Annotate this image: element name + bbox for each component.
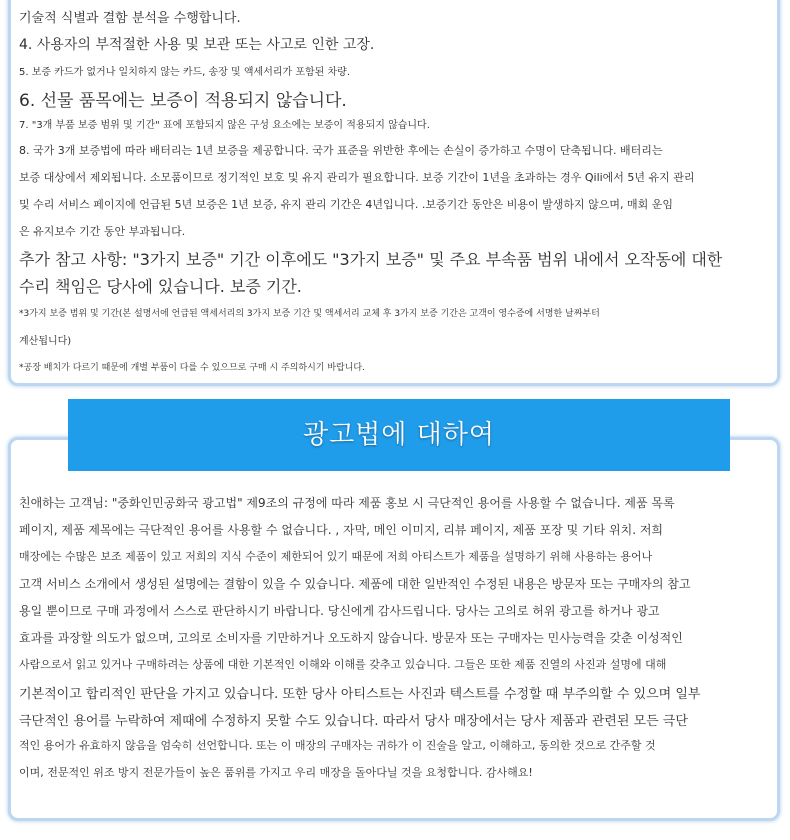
ad-law-line: 고객 서비스 소개에서 생성된 설명에는 결함이 있을 수 있습니다. 제품에 대한 일반적인 수정된 내용은 방문자 또는 구매자의 참고 [19, 577, 691, 591]
warranty-line: 4. 사용자의 부적절한 사용 및 보관 또는 사고로 인한 고장. [19, 37, 375, 53]
warranty-line: 기술적 식별과 결함 분석을 수행합니다. [19, 11, 241, 26]
warranty-line: 5. 보증 카드가 없거나 일치하지 않는 카드, 송장 및 액세서리가 포함된 차량. [19, 67, 351, 78]
ad-law-line: 기본적이고 합리적인 판단을 가지고 있습니다. 또한 당사 아티스트는 사진과 텍스트를 수정할 때 부주의할 수 있으며 일부 [19, 687, 701, 702]
warranty-footnote: *공장 배치가 다르기 때문에 개별 부품이 다를 수 있으므로 구매 시 주의하시기 바랍니다. [19, 363, 365, 373]
ad-law-line: 효과를 과장할 의도가 없으며, 고의로 소비자를 기만하거나 오도하지 않습니다. 방문자 또는 구매자는 민사능력을 갖춘 이성적인 [19, 631, 683, 645]
ad-law-line: 극단적인 용어를 누락하여 제때에 수정하지 못할 수도 있습니다. 따라서 당사 매장에서는 당사 제품과 관련된 모든 극단 [19, 714, 688, 729]
ad-law-title-banner: 광고법에 대하여 [68, 399, 730, 471]
warranty-footnote: 계산됩니다) [19, 336, 72, 347]
ad-law-line: 매장에는 수많은 보조 제품이 있고 저희의 지식 수준이 제한되어 있기 때문에 저희 아티스트가 제품을 설명하기 위해 사용하는 용어나 [19, 550, 653, 563]
warranty-line: 은 유지보수 기간 동안 부과됩니다. [19, 225, 186, 238]
ad-law-line: 이며, 전문적인 위조 방지 전문가들이 높은 품위를 가지고 우리 매장을 돌아다닐 것을 요청합니다. 감사해요! [19, 766, 533, 779]
warranty-note-line: 수리 책임은 당사에 있습니다. 보증 기간. [19, 277, 302, 296]
warranty-line: 8. 국가 3개 보증법에 따라 배터리는 1년 보증을 제공합니다. 국가 표준을 위반한 후에는 손실이 증가하고 수명이 단축됩니다. 배터리는 [19, 144, 663, 157]
ad-law-line: 페이지, 제품 제목에는 극단적인 용어를 사용할 수 없습니다. , 자막, 메인 이미지, 리뷰 페이지, 제품 포장 및 기타 위치. 저희 [19, 523, 664, 537]
ad-law-line: 용일 뿐이므로 구매 과정에서 스스로 판단하시기 바랍니다. 당신에게 감사드립니다. 당사는 고의로 허위 광고를 하거나 광고 [19, 604, 660, 618]
warranty-note-line: 추가 참고 사항: "3가지 보증" 기간 이후에도 "3가지 보증" 및 주요 부속품 범위 내에서 오작동에 대한 [19, 250, 723, 269]
ad-law-line: 사람으로서 읽고 있거나 구매하려는 상품에 대한 기본적인 이해와 이해를 갖추고 있습니다. 그들은 또한 제품 진열의 사진과 설명에 대해 [19, 658, 667, 671]
warranty-line: 6. 선물 품목에는 보증이 적용되지 않습니다. [19, 91, 347, 111]
warranty-line: 7. "3개 부품 보증 범위 및 기간" 표에 포함되지 않은 구성 요소에는 보증이 적용되지 않습니다. [19, 120, 430, 131]
warranty-footnote: *3가지 보증 범위 및 기간(본 설명서에 언급된 액세서리의 3가지 보증 기간 및 액세서리 교체 후 3가지 보증 기간은 고객이 영수증에 서명한 날짜부터 [19, 309, 600, 319]
ad-law-line: 친애하는 고객님: "중화인민공화국 광고법" 제9조의 규정에 따라 제품 홍보 시 극단적인 용어를 사용할 수 없습니다. 제품 목록 [19, 496, 675, 510]
ad-law-line: 적인 용어가 유효하지 않음을 엄숙히 선언합니다. 또는 이 매장의 구매자는 귀하가 이 진술을 알고, 이해하고, 동의한 것으로 간주할 것 [19, 739, 656, 752]
warranty-line: 보증 대상에서 제외됩니다. 소모품이므로 정기적인 보호 및 유지 관리가 필요합니다. 보증 기간이 1년을 초과하는 경우 Qili에서 5년 유지 관리 [19, 171, 695, 184]
warranty-line: 및 수리 서비스 페이지에 언급된 5년 보증은 1년 보증, 유지 관리 기간은 4년입니다. .보증기간 동안은 비용이 발생하지 않으며, 매회 운임 [19, 198, 673, 211]
warranty-panel [8, 0, 780, 386]
